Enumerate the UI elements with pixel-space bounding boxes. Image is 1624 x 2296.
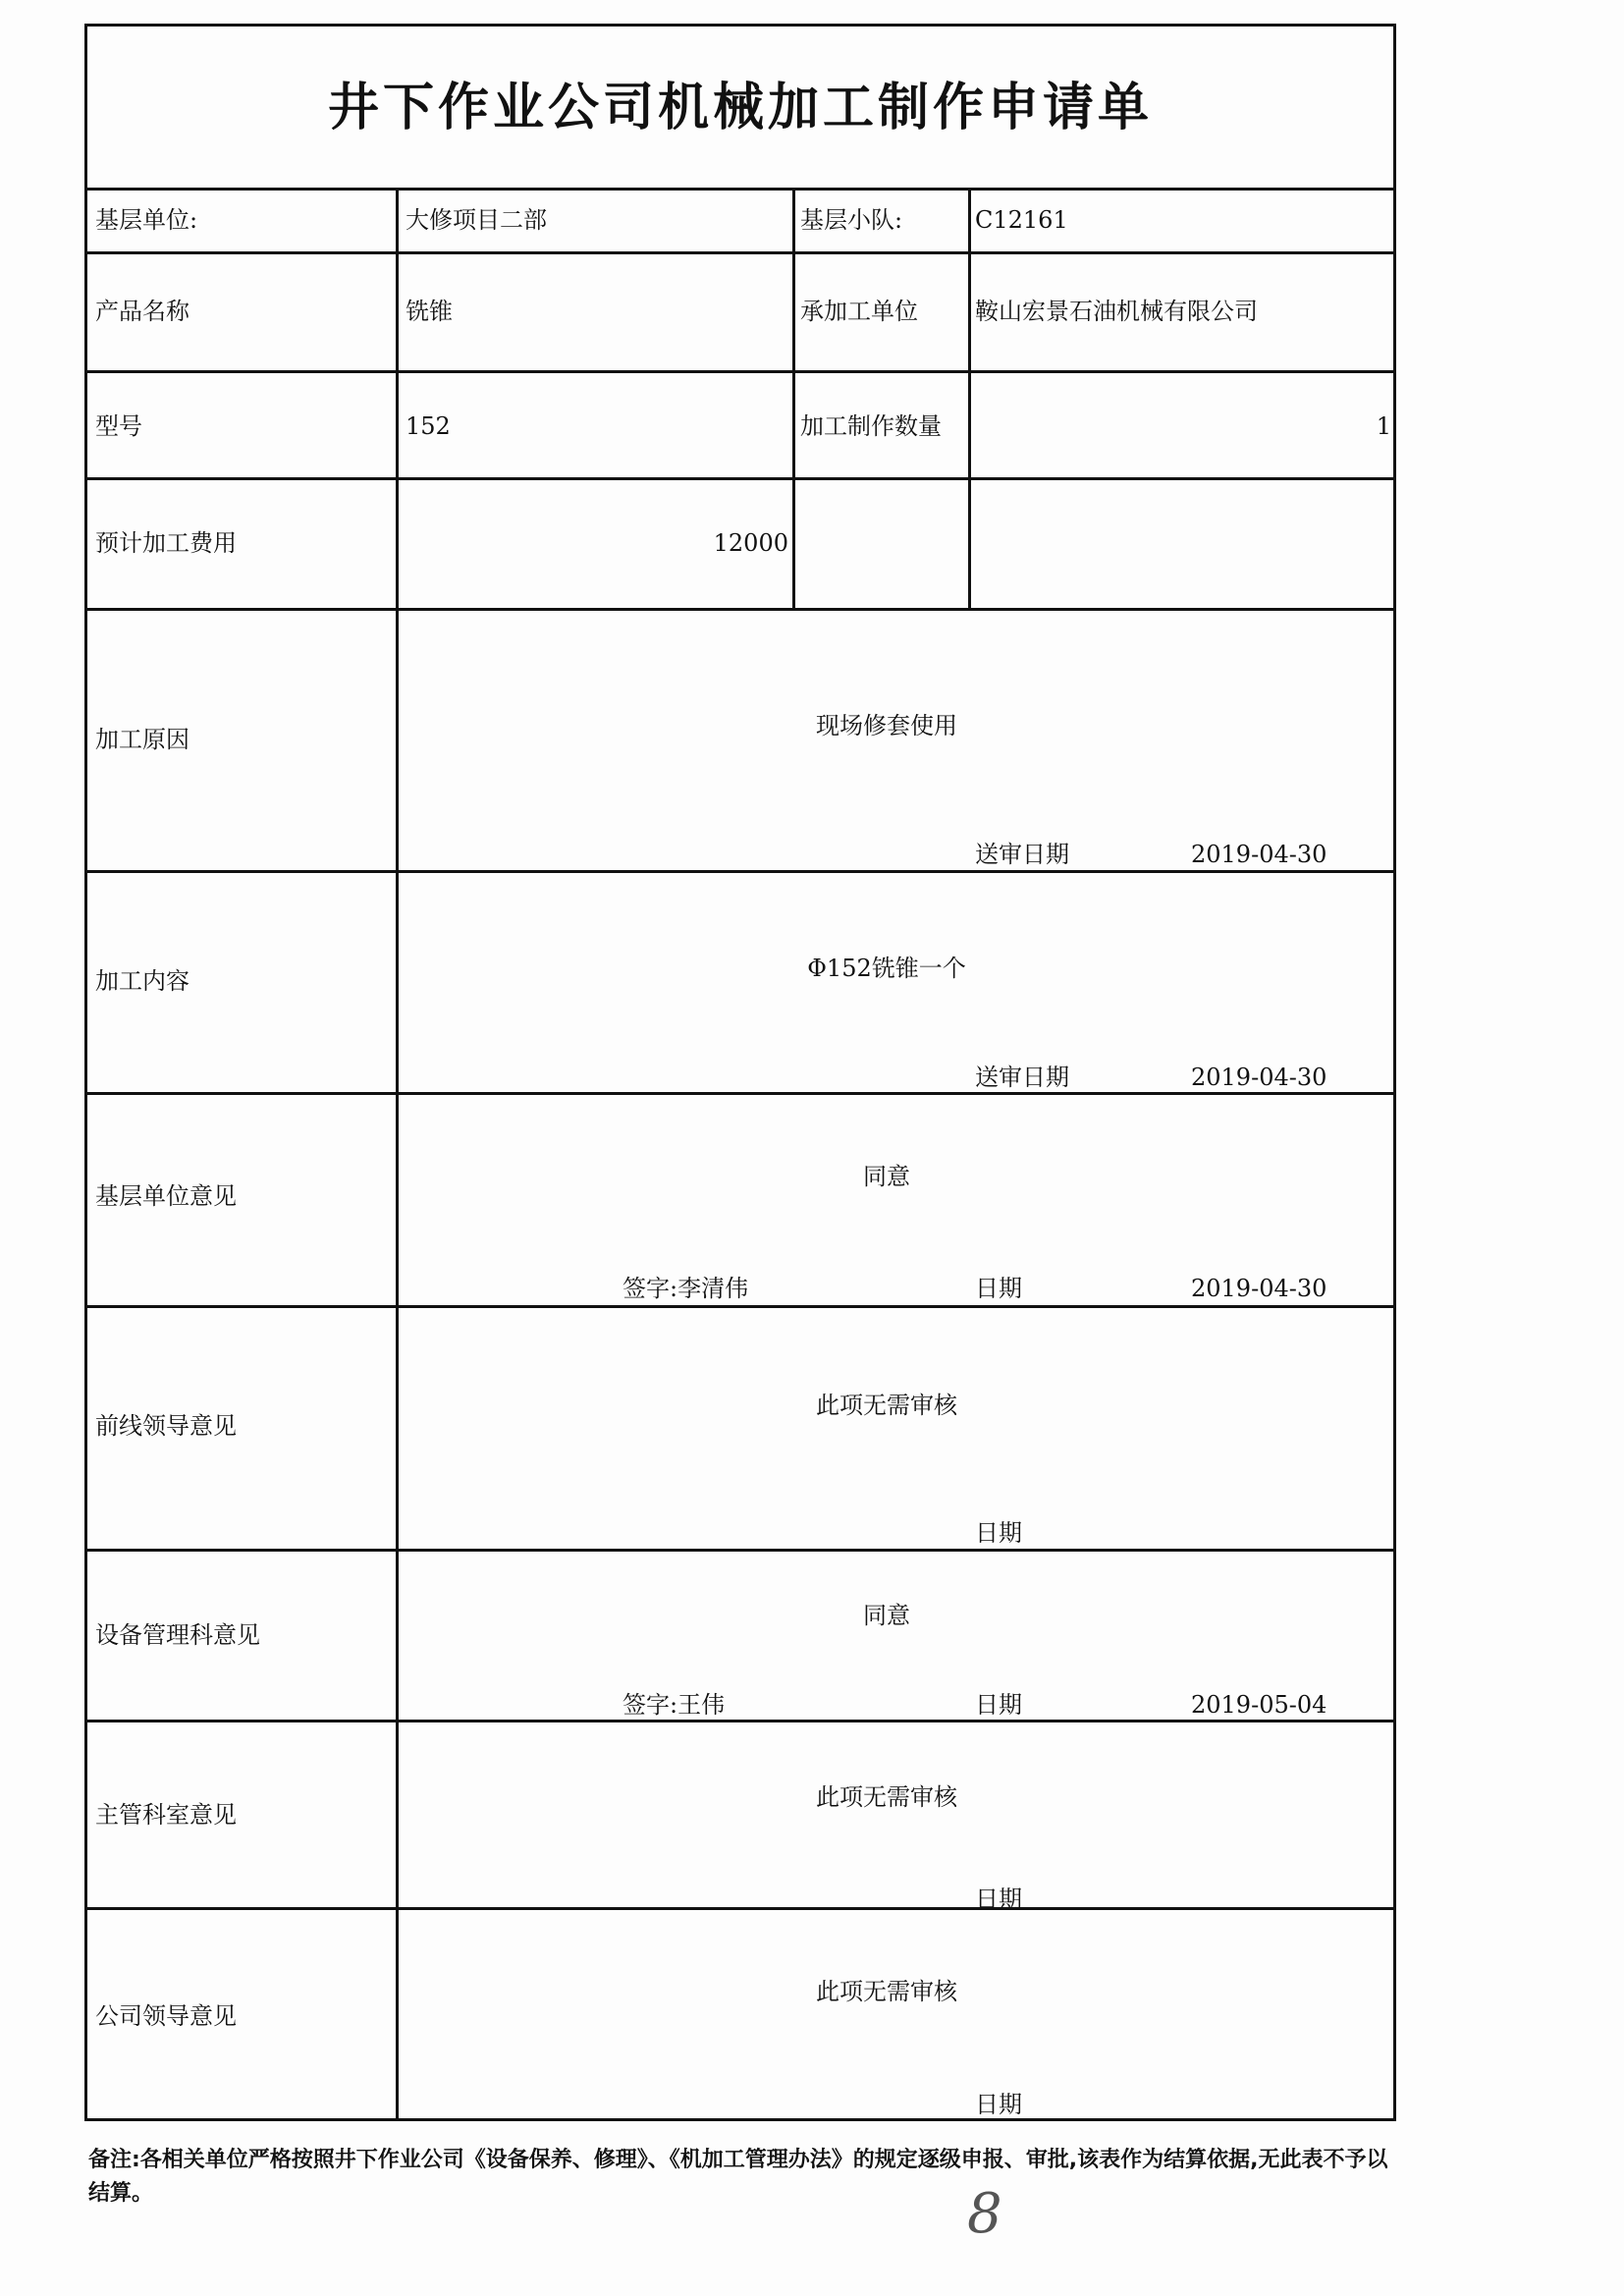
reason-label: 加工原因 [95, 726, 189, 753]
team-label: 基层小队: [800, 206, 903, 234]
equipment-label: 设备管理科意见 [95, 1621, 260, 1649]
unit-opinion-date-label: 日期 [975, 1275, 1022, 1302]
reason-date-label: 送审日期 [975, 841, 1069, 868]
company-date-label: 日期 [975, 2091, 1022, 2118]
column-divider [968, 188, 971, 608]
unit-opinion-label: 基层单位意见 [95, 1182, 237, 1210]
equipment-date-label: 日期 [975, 1691, 1022, 1719]
row-divider [87, 1092, 1393, 1095]
unit-opinion-content: 同意 [863, 1163, 910, 1190]
frontline-label: 前线领导意见 [95, 1412, 237, 1440]
product-label: 产品名称 [95, 298, 189, 325]
content-label: 加工内容 [95, 967, 189, 995]
row-divider [87, 1907, 1393, 1910]
reason-content: 现场修套使用 [816, 712, 957, 739]
reason-date: 2019-04-30 [1191, 841, 1327, 868]
unit-label: 基层单位: [95, 206, 198, 234]
supervisor-content: 此项无需审核 [816, 1783, 957, 1811]
row-divider [87, 370, 1393, 373]
form-note: 备注:各相关单位严格按照井下作业公司《设备保养、修理》、《机加工管理办法》的规定逐级申报、审批,该表作为结算依据,无此表不予以结算。 [88, 2148, 1388, 2206]
column-divider [792, 188, 795, 608]
equipment-sign: 签字:王伟 [623, 1691, 726, 1719]
application-form [84, 24, 1396, 2121]
content-date: 2019-04-30 [1191, 1064, 1327, 1091]
model-label: 型号 [95, 412, 142, 440]
form-title: 井下作业公司机械加工制作申请单 [327, 79, 1153, 137]
team-value: C12161 [975, 206, 1068, 234]
supervisor-label: 主管科室意见 [95, 1801, 237, 1829]
content-date-label: 送审日期 [975, 1064, 1069, 1091]
column-divider [396, 188, 399, 2118]
model-value: 152 [406, 412, 451, 440]
contractor-value: 鞍山宏景石油机械有限公司 [975, 298, 1258, 325]
equipment-date: 2019-05-04 [1191, 1691, 1327, 1719]
content-content: Φ152铣锥一个 [807, 955, 966, 982]
equipment-content: 同意 [863, 1602, 910, 1629]
unit-opinion-date: 2019-04-30 [1191, 1275, 1327, 1302]
unit-value: 大修项目二部 [406, 206, 547, 234]
cost-label: 预计加工费用 [95, 529, 237, 557]
supervisor-date-label: 日期 [975, 1886, 1022, 1913]
company-label: 公司领导意见 [95, 2002, 237, 2030]
product-value: 铣锥 [406, 298, 453, 325]
frontline-content: 此项无需审核 [816, 1392, 957, 1419]
row-divider [87, 251, 1393, 254]
row-divider [87, 1720, 1393, 1722]
cost-value: 12000 [713, 529, 788, 557]
row-divider [87, 608, 1393, 611]
row-divider [87, 1305, 1393, 1308]
qty-value: 1 [1376, 412, 1391, 440]
row-divider [87, 477, 1393, 480]
contractor-label: 承加工单位 [800, 298, 918, 325]
page-mark: 8 [967, 2182, 1002, 2246]
qty-label: 加工制作数量 [800, 412, 942, 440]
row-divider [87, 188, 1393, 191]
row-divider [87, 1549, 1393, 1552]
company-content: 此项无需审核 [816, 1978, 957, 2005]
unit-opinion-sign: 签字:李清伟 [623, 1275, 749, 1302]
frontline-date-label: 日期 [975, 1519, 1022, 1547]
row-divider [87, 870, 1393, 873]
